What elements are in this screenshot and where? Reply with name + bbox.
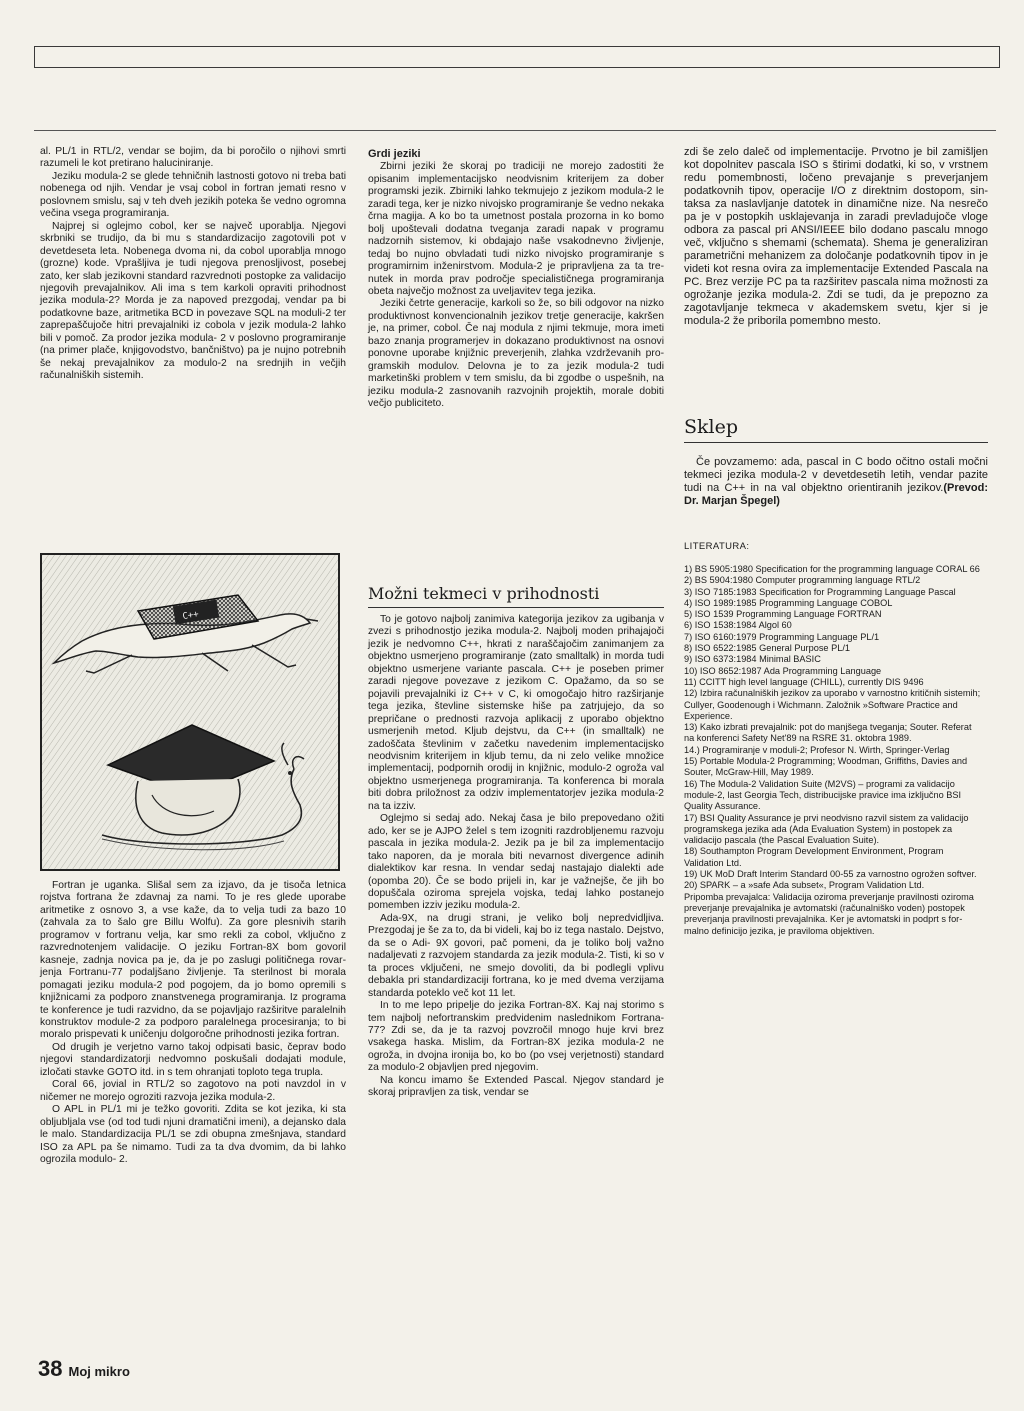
subheading-grdi-jeziki: Grdi jeziki: [368, 148, 421, 160]
conclusion-paragraph: Če povzamemo: ada, pascal in C bodo očitno ostali močni tekmeci jezika modula-2 v devetdesetih letih, vendar pazite tudi na C++ in na val objektno orientiranih jezikov.: [684, 456, 988, 494]
reference-item: 2) BS 5904:1980 Computer programming language RTL/2: [684, 575, 921, 586]
reference-item: 17) BSI Quality Assurance je prvi neodvisno razvil sistem za validacijo programskega jezika ada (Ada Evaluation System) in postopek za validacijo pascala (the Pascal Evaluation Suite).: [684, 812, 969, 846]
reference-item: 4) ISO 1989:1985 Programming Language COBOL: [684, 597, 893, 608]
paragraph: In to me lepo pripelje do jezika Fortran-8X. Kaj naj storimo s tem najbolj nefortranskim predvidenim naslednikom Fortrana-77? Zdi se, da je ta razvoj povzročil mnogo huje krvi brez vsakega haska. Mislim, da Fortran-8X jezika modula-2 ne ogroža, in dvojna ironija bo, ko bo (po vsej verjetnosti) standard za modulo-2 objavljen pred njegovim.: [368, 1000, 664, 1074]
paragraph: Od drugih je verjetno varno takoj odpisati basic, čeprav bodo njegovi standardizatorji nedvomno poskušali dodajati module, izločati stavke GOTO itd. in s tem ohranjati toploto tega trupla.: [40, 1041, 346, 1078]
paragraph: Na koncu imamo še Extended Pascal. Njegov standard je skoraj pripravljen za tisk, vendar se: [368, 1074, 664, 1099]
paragraph: Ada-9X, na drugi strani, je veliko bolj nepredvidljiva. Prezgodaj je še za to, da bi videli, kaj bo iz tega nastalo. Dejstvo, da se o Adi- 9X govori, pač pomeni, da je toliko bolj važno nadaljevati z razvojem standarda za jezik modula-2. Tisti, ki so v ta proces vključeni, ne smejo dovoliti, da bi podlegli vplivu debakla pri standardizaciji fortrana, ko je med dvema verzijama standarda poteklo več kot 11 let.: [368, 912, 664, 999]
reference-list: [684, 564, 984, 937]
paragraph: Jeziku modula-2 se glede tehničnih lastnosti gotovo ni treba bati nobenega od njih. Vendar je vsaj cobol in fortran jemati resno v poslovnem smislu, saj v teh dveh jezikih poteka še vedno ogromna večina vsega programiranja.: [40, 170, 346, 220]
page-footer: [38, 1356, 130, 1382]
section-title: Možni tekmeci v prihodnosti: [368, 584, 600, 603]
paragraph: O APL in PL/1 mi je težko govoriti. Zdita se kot jezika, ki sta obljubljala vse (od tod tudi njuni dramatični imeni), a dejansko dala le malo. Standardizacija PL/1 se zdi obupna zmešnjava, standard ISO za APL pa še nimamo. Tudi za ta dva dvomim, da bi lahko ogrozila modulo- 2.: [40, 1104, 346, 1165]
reference-item: 15) Portable Modula-2 Programming; Woodman, Griffiths, Davies and Souter, McGraw-Hill, May 1989.: [684, 756, 968, 778]
svg-text:C++: C++: [181, 609, 200, 623]
greyhound-snail-drawing: [42, 555, 338, 869]
reference-item: 5) ISO 1539 Programming Language FORTRAN: [684, 609, 882, 620]
paragraph: Jeziki četrte generacije, karkoli so že, so bili odgovor na nizko produktivnost konvencionalnih jezikov tretje generacije, kakršen je, na primer, cobol. Če naj modula z njimi tekmuje, mora imeti bazo znanja programerjev in dokazano produktivnost na osnovi ponovne uporabe knjižnic preverjenih, zlahka vzdrževanih programskih modulov. Delovna je to za jezik modula-2 tudi marketinški problem v tem smislu, da bi zgodbe o uspešnih, na jeziku modula-2 zasnovanih razvojnih projektih, morale dobiti večjo publiciteto.: [368, 298, 664, 410]
reference-item: 19) UK MoD Draft Interim Standard 00-55 za varnostno ogrožen softver.: [684, 869, 977, 880]
page-number: 38: [38, 1356, 63, 1381]
reference-item: 10) ISO 8652:1987 Ada Programming Language: [684, 665, 882, 676]
reference-item: 11) CCITT high level language (CHILL), currently DIS 9496: [684, 676, 924, 687]
column-1-top: [40, 146, 346, 383]
reference-item: 8) ISO 6522:1985 General Purpose PL/1: [684, 643, 850, 654]
reference-item: 16) The Modula-2 Validation Suite (M2VS) – programi za validacijo module-2, last Georgia Tech, distribucijske pravice ima izključno BSI Quality Assurance.: [684, 778, 962, 812]
header-rule-box: [34, 46, 1000, 68]
reference-item: 20) SPARK – a »safe Ada subset«, Program Validation Ltd.: [684, 880, 925, 891]
reference-item: 1) BS 5905:1980 Specification for the programming language CORAL 66: [684, 564, 980, 574]
paragraph: Oglejmo si sedaj ado. Nekaj časa je bilo prepovedano ožiti ado, ker se je AJPO želel s tem izogniti razdrobljenemu razvoju pascala in jezika modula-2. Jezik pa je bil za implementacijo tako naporen, da je morala biti nevarnost divergence adinih dialektikov kar resna. In vendar sedaj nastajajo dialekti ade (opomba 20). Če se bodo prijeli in, kar je važnejše, če jih bo dopuščala oziroma sprejela vojska, tedaj lahko postanejo pomemben izziv jeziku modula-2.: [368, 813, 664, 912]
translator-credit: (Prevod: Dr. Marjan Špegel): [684, 482, 988, 507]
paragraph: zdi še zelo daleč od implementacije. Prvotno je bil zamišljen kot dopolnitev pascala ISO s štirimi dodatki, ki so, v vrstnem redu pomembnosti, ločeno prevajanje s preverjanjem podatkovnih tipov, operacije I/O z direktnim dostopom, sintaksa za naslavljanje datotek in dinamične nize. Na nesrečo pa je v postopkih usklajevanja in zaradi prevladujoče vloge odbora za pascal pri ANSI/IEEE bilo dodano pascalu mnogo več, vključno s shemami (schemata). Shema je generaliziran parametrični mehanizem za določanje podatkovnih tipov in je videti kot resna ovira za implementacije Extended Pascala na PC. Brez verzije PC pa ta razširitev pascala nima možnosti za ogrožanje jezika modula-2. Zdi se tudi, da je prepozno za zagotavljanje tekmeca v akademskem svetu, kjer si je modula-2 že priborila pomembno mesto.: [684, 146, 988, 327]
heading-rule: [368, 607, 664, 608]
reference-item: 3) ISO 7185:1983 Specification for Programming Language Pascal: [684, 586, 956, 597]
column-2-bottom: [368, 614, 664, 1100]
paragraph: Najprej si oglejmo cobol, ker se največ uporablja. Njegovi skrbniki se trudijo, da bi mu s standardizacijo zagotovili pot v devetdeseta leta. Nobenega dvoma ni, da cobol uporablja mnogo (grozne) kode. Vprašljiva je tudi njegova prenosljivost, posebej zato, ker slab jezikovni standard razvrednoti postopke za validacijo njegovih prevajalnikov. Ali ima s tem karkoli opraviti prihodnost jezika modula-2? Morda je za napoved prezgodaj, vendar pa bi podatkovne baze, aritmetika BCD in povezave SQL na moduli-2 ter zaprepaščujoče hitri prevajalniki iz cobola v jezik modula-2 lahko bili v pomoč. Za prodor jezika modula- 2 v poslovno programiranje (na primer plače, knjigovodstvo, bančništvo) pa je nujno potrebnih še nekaj prevajalnikov za modulo-2 na srednjih in večjih računalniških sistemih.: [40, 220, 346, 382]
column-1-bottom: [40, 880, 346, 1166]
paragraph: al. PL/1 in RTL/2, vendar se bojim, da bi poročilo o njihovi smrti razumeli le kot pretirano haluciniranje.: [40, 146, 346, 170]
heading-rule: [684, 442, 988, 443]
section-heading-mozni-tekmeci: [368, 584, 664, 618]
reference-item: 6) ISO 1538:1984 Algol 60: [684, 620, 792, 631]
article-illustration: [40, 553, 340, 871]
column-2-top: [368, 148, 664, 411]
magazine-name: Moj mikro: [68, 1364, 130, 1379]
conclusion-text: [684, 456, 988, 508]
paragraph: To je gotovo najbolj zanimiva kategorija jezikov za ugibanja v zvezi s prihodnostjo jezika modula-2. Najbolj moden prihajajoči jezik je nedvomno C++, hkrati z naraščajočim zanimanjem za objektno usmerjeno programiranje (zato smalltalk) in morda tudi objektno usmerjene variante pascala. C++ je poseben primer zaradi njegove povezave z jezikom C. Opažamo, da so se pojavili prevajalniki iz C++ v C, ki omogočajo hitro razširjanje tega jezika, števline sistemske hiše pa zatrjujejo, da so prepričane o prednosti razvoja aplikacij z uporabo objektno usmerjenih metod. Kljub dejstvu, da C++ (in smalltalk) ne zadoščata števlinim v začetku navedenim implementacijsko neodvisnim kriterijem in kljub temu, da ni zelo velike množice implementacij, podpornih orodij in knjižnic, modulo-2 ogroža val objektno usmerjenega programiranja. Ta konferenca bi morala biti dobra priložnost za odziv implementatorjev jezika modula-2 na ta izziv.: [368, 614, 664, 812]
literature-label: LITERATURA:: [684, 541, 750, 552]
column-3-top: [684, 146, 988, 328]
reference-item: 12) Izbira računalniških jezikov za uporabo v varnostno kritičnih sistemih; Cullyer, Goodenough i Wichmann. Založnik »Software Practice and Experience.: [684, 688, 981, 721]
section-title: Sklep: [684, 416, 739, 438]
paragraph: Fortran je uganka. Slišal sem za izjavo, da je tisoča letnica rojstva fortrana že zdavnaj za nami. To je res glede uporabe aritmetike z osnovo 3, a vse kaže, da to velja tudi za bazo 10 (zahvala za to šalo gre Billu Wolfu). Za gore plesnivih starih programov v fortranu velja, kar smo rekli za cobol, vključno z razvrednotenjem validacije. O jeziku Fortran-8X bom govoril kasneje, zadnja novica pa je, da je po zaslugi političnega rovarjenja Fortranu-77 podaljšano življenje. Ta sterilnost bi morala pomagati jeziku modula-2 pod pogojem, da jo bomo opremili s knjižnicami za podporo znanstvenega programiranja. Iz programa te konference je tudi razvidno, da se pojavljajo razširitve paralelnih konstruktov module-2 za podporo paralelnega procesiranja; to bi moralo prispevati k uničenju dolgoročne prihodnosti jezika fortran.: [40, 880, 346, 1041]
section-heading-sklep: [684, 416, 988, 453]
reference-item: 18) Southampton Program Development Environment, Program Validation Ltd.: [684, 846, 944, 868]
translator-note: Pripomba prevajalca: Validacija oziroma preverjanje pravilnosti oziroma preverjanje prevajalnika je avtomatski (računalniško voden) postopek preverjanja pravilnosti prevajalnika. Ker je avtomatski in podprt s formalno definicijo jezika, je praviloma objektiven.: [684, 891, 974, 936]
paragraph: Zbirni jeziki že skoraj po tradiciji ne morejo zadostiti že opisanim implementacijsko neodvisnim kriterijem za dober programski jezik. Zbirniki lahko tekmujejo z jezikom modula-2 le zaradi tega, ker je nizko nivojsko programiranje še vedno nekaka črna magija. A ko bo ta umetnost postala prozorna in ko bomo bolj upoštevali dodatna tveganja zaradi napak v programu nadzornih sistemov, ki obdajajo naše vsakodnevno življenje, tedaj bo nujno obvladati tudi nizko nivojsko programiranje s programirnim inženirstvom. Modula-2 je pripravljena za ta trenutek in morda prav področje specialističnega programiranja obeta največjo možnost za uveljavitev tega jezika.: [368, 161, 664, 297]
paragraph: Coral 66, jovial in RTL/2 so zagotovo na poti navzdol in v ničemer ne morejo ogroziti razvoja jezika modula-2.: [40, 1079, 346, 1103]
reference-item: 9) ISO 6373:1984 Minimal BASIC: [684, 654, 821, 665]
reference-item: 13) Kako izbrati prevajalnik: pot do manjšega tveganja; Souter. Referat na konferenci Safety Net'89 na RSRE 31. oktobra 1989.: [684, 722, 972, 744]
reference-item: 7) ISO 6160:1979 Programming Language PL/1: [684, 631, 880, 642]
reference-item: 14.) Programiranje v moduli-2; Profesor N. Wirth, Springer-Verlag: [684, 744, 950, 755]
